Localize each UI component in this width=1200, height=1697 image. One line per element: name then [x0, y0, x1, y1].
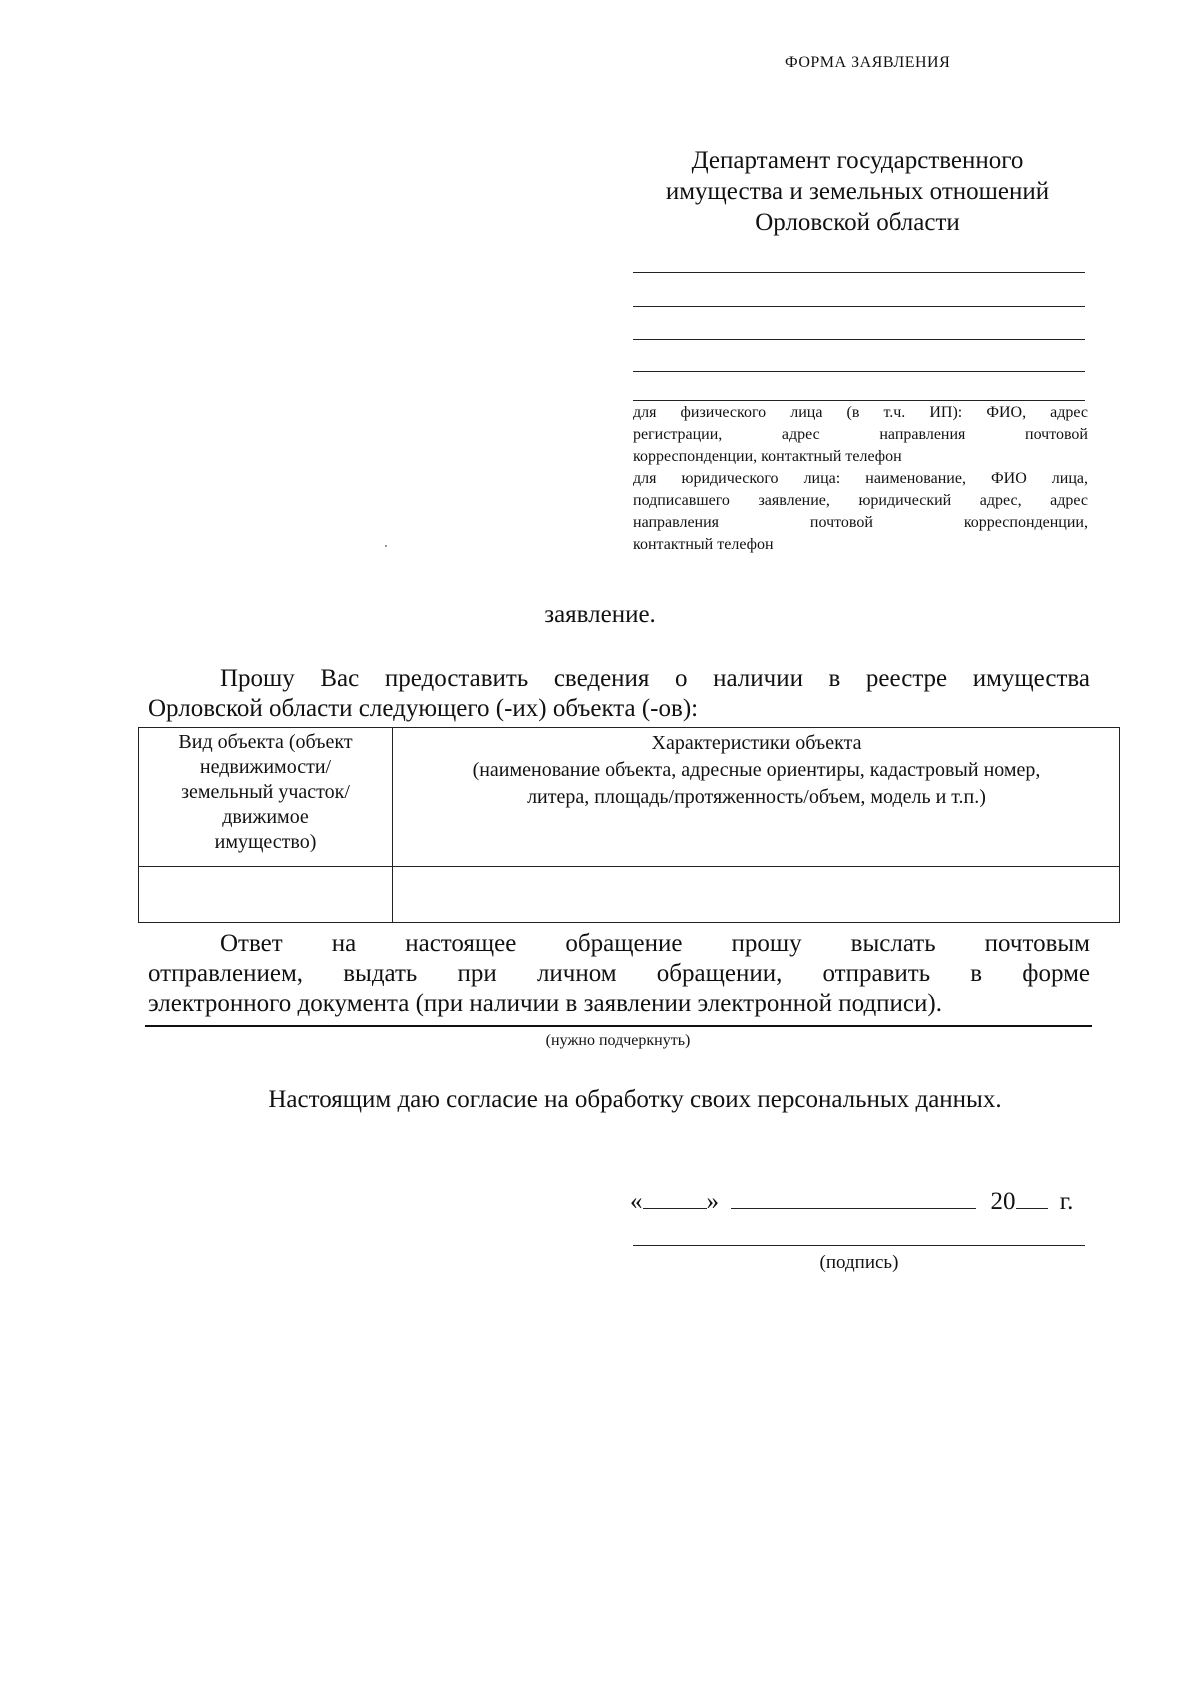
instruction-line: корреспонденции, контактный телефон [633, 448, 902, 465]
table-column-divider [392, 728, 393, 922]
addressee-line: Департамент государственного [691, 147, 1024, 174]
consent-statement: Настоящим даю согласие на обработку своих персональных данных. [268, 1086, 1002, 1113]
answer-paragraph [148, 929, 1090, 1019]
year-suffix: г. [1059, 1188, 1074, 1215]
applicant-fill-line[interactable] [633, 272, 1085, 273]
instruction-line: для юридического лица: наименование, ФИО лица, [633, 470, 1088, 487]
year-prefix: 20 [990, 1188, 1016, 1215]
table-header-object-type [139, 730, 392, 855]
header-line: земельный участок/ [181, 781, 350, 803]
addressee-block [620, 145, 1095, 238]
scan-speck [385, 545, 387, 547]
table-cell-object-type[interactable] [139, 868, 391, 922]
close-quote: » [706, 1188, 719, 1215]
header-line: (наименование объекта, адресные ориентиры, кадастровый номер, [472, 759, 1041, 781]
paragraph-line: электронного документа (при наличии в заявлении электронной подписи). [148, 990, 942, 1017]
addressee-line: Орловской области [755, 209, 960, 236]
table-cell-object-characteristics[interactable] [394, 868, 1118, 922]
month-field[interactable] [731, 1186, 976, 1209]
applicant-fill-line[interactable] [633, 339, 1085, 340]
header-line: недвижимости/ [199, 756, 332, 778]
instruction-line: регистрации, адрес направления почтовой [633, 426, 1088, 443]
table-row-divider [139, 866, 1119, 867]
applicant-fill-line[interactable] [633, 371, 1085, 372]
date-line [630, 1186, 1073, 1216]
document-title: заявление. [544, 601, 656, 628]
instruction-line: для физического лица (в т.ч. ИП): ФИО, адрес [633, 404, 1088, 421]
objects-table [138, 727, 1120, 923]
header-line: Вид объекта (объект [178, 731, 353, 753]
paragraph-line: Прошу Вас предоставить сведения о наличии в реестре имущества [220, 665, 1090, 692]
year-field[interactable] [1016, 1186, 1048, 1209]
header-line: движимое [222, 806, 309, 828]
header-line: имущество) [214, 831, 317, 853]
instruction-line: направления почтовой корреспонденции, [633, 514, 1088, 531]
table-header-object-characteristics [394, 730, 1119, 811]
header-line: Характеристики объекта [651, 732, 862, 754]
signature-line[interactable] [633, 1245, 1085, 1246]
request-paragraph [148, 664, 1090, 724]
paragraph-line: Ответ на настоящее обращение прошу выслать почтовым [220, 930, 1090, 957]
applicant-fill-line[interactable] [633, 400, 1085, 401]
open-quote: « [630, 1188, 643, 1215]
form-label: ФОРМА ЗАЯВЛЕНИЯ [785, 54, 951, 71]
instruction-line: контактный телефон [633, 536, 774, 553]
answer-underline [145, 1025, 1092, 1027]
day-field[interactable] [643, 1186, 707, 1209]
signature-caption: (подпись) [819, 1252, 899, 1273]
underline-hint: (нужно подчеркнуть) [545, 1032, 691, 1049]
addressee-line: имущества и земельных отношений [665, 178, 1050, 205]
paragraph-line: отправлением, выдать при личном обращении, отправить в форме [148, 960, 1090, 987]
applicant-fill-line[interactable] [633, 306, 1085, 307]
header-line: литера, площадь/протяженность/объем, модель и т.п.) [527, 786, 986, 808]
applicant-instructions [633, 402, 1088, 556]
paragraph-line: Орловской области следующего (-их) объекта (-ов): [148, 695, 699, 722]
instruction-line: подписавшего заявление, юридический адрес, адрес [633, 492, 1088, 509]
